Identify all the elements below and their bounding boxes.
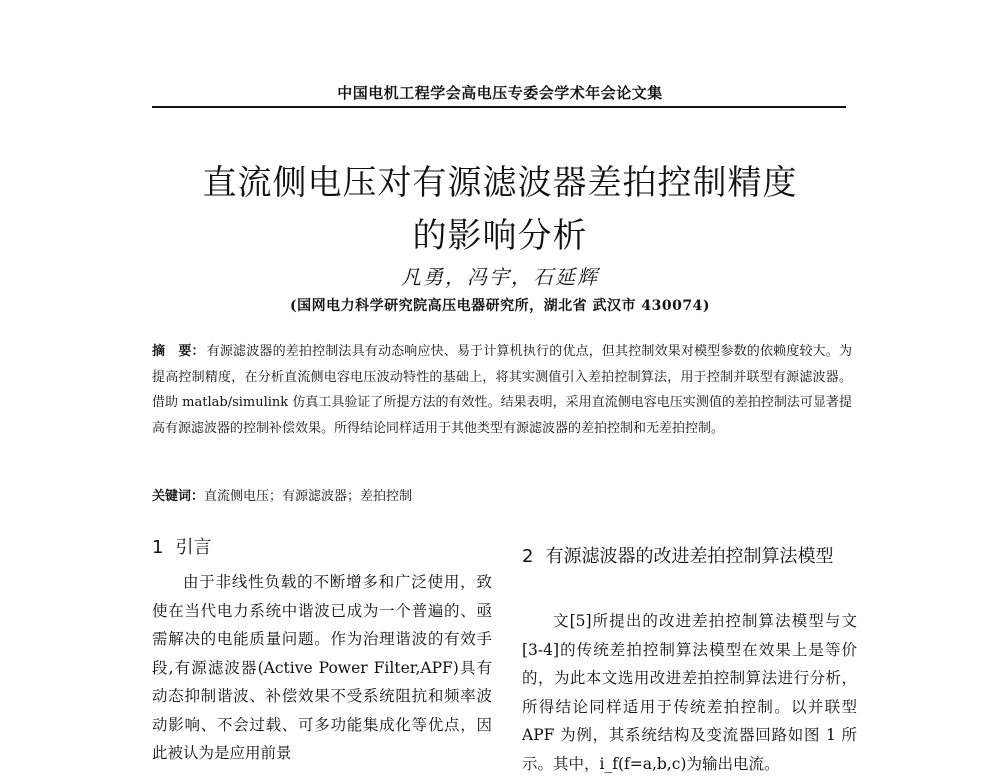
abstract <box>152 339 852 441</box>
abstract-text: 有源滤波器的差拍控制法具有动态响应快、易于计算机执行的优点，但其控制效果对模型参数的依赖度较大。为提高控制精度，在分析直流侧电容电压波动特性的基础上，将其实测值引入差拍控制算法，用于控制并联型有源滤波器。借助 matlab/simulink 仿真工具验证了所提方法的有效性。结果表明，采用直流侧电容电压实测值的差拍控制法可显著提高有源滤波器的控制补偿效果。所得结论同样适用于其他类型有源滤波器的差拍控制和无差拍控制。 <box>152 344 852 436</box>
section-2-heading <box>522 543 857 571</box>
header-rule <box>152 106 846 108</box>
section-1-body <box>152 568 492 768</box>
section-1-number: 1 <box>152 537 164 558</box>
section-2-paragraph: 文[5]所提出的改进差拍控制算法模型与文[3-4]的传统差拍控制算法模型在效果上是等价的，为此本文选用改进差拍控制算法进行分析，所得结论同样适用于传统差拍控制。以并联型 APF 为例，其系统结构及变流器回路如图 1 所示。其中，i_f(f=a,b,c)为输出电流。 <box>522 612 857 773</box>
section-2-body <box>522 607 857 778</box>
section-1-heading <box>152 534 492 562</box>
paper-title-line-2: 的影响分析 <box>412 216 588 256</box>
section-1-title: 引言 <box>175 537 212 558</box>
section-2-title: 有源滤波器的改进差拍控制算法模型 <box>545 546 834 567</box>
keywords <box>152 485 852 509</box>
running-head: 中国电机工程学会高电压专委会学术年会论文集 <box>337 84 663 102</box>
section-1-paragraph: 由于非线性负载的不断增多和广泛使用，致使在当代电力系统中谐波已成为一个普遍的、亟需解决的电能质量问题。作为治理谐波的有效手段,有源滤波器(Active Power Filter,APF)具有动态抑制谐波、补偿效果不受系统阻抗和频率波动影响、不会过载、可多功能集成化等优点，因此被认为是应用前景 <box>152 573 492 762</box>
keywords-label: 关键词： <box>152 489 205 504</box>
abstract-label: 摘 要： <box>152 344 205 359</box>
section-2-number: 2 <box>522 546 534 567</box>
affiliation: (国网电力科学研究院高压电器研究所，湖北省 武汉市 430074) <box>290 298 710 314</box>
authors: 凡勇，冯宇，石延辉 <box>401 265 599 289</box>
paper-title-line-1: 直流侧电压对有源滤波器差拍控制精度 <box>202 163 798 203</box>
keywords-text: 直流侧电压；有源滤波器；差拍控制 <box>204 489 413 504</box>
